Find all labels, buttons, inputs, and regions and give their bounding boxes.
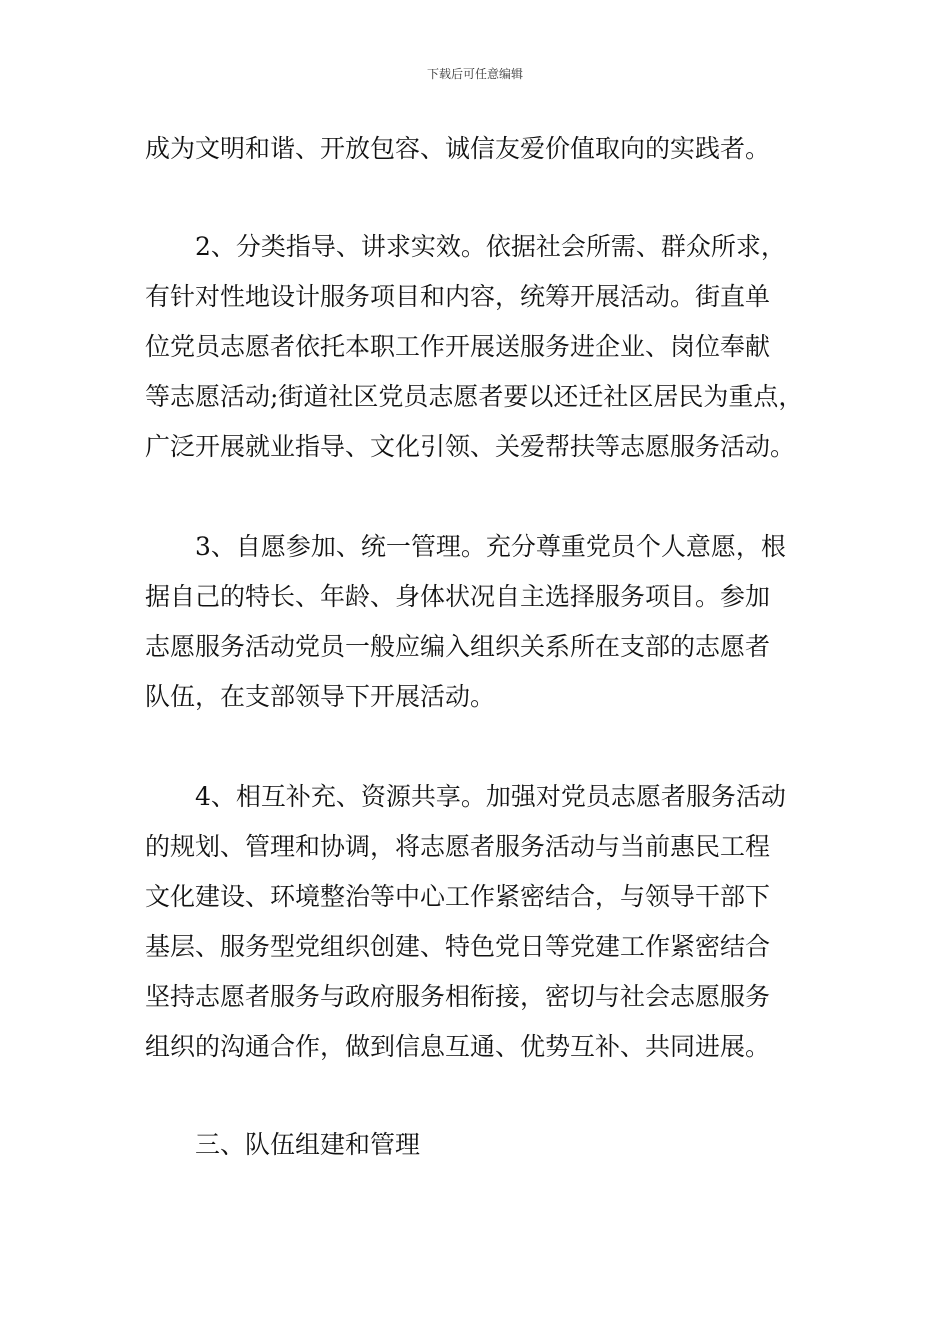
- section-heading-text: 三、队伍组建和管理: [195, 1130, 421, 1159]
- paragraph-line: 志愿服务活动党员一般应编入组织关系所在支部的志愿者: [145, 632, 771, 661]
- paragraph-line: 有针对性地设计服务项目和内容，统筹开展活动。街直单: [145, 282, 771, 311]
- paragraph-line: 坚持志愿者服务与政府服务相衔接，密切与社会志愿服务: [145, 982, 771, 1011]
- paragraph-line: 等志愿活动;街道社区党员志愿者要以还迁社区居民为重点，: [145, 382, 804, 411]
- paragraph-line: 基层、服务型党组织创建、特色党日等党建工作紧密结合: [145, 932, 771, 961]
- paragraph-line: 的规划、管理和协调，将志愿者服务活动与当前惠民工程: [145, 832, 771, 861]
- paragraph-line: 2、分类指导、讲求实效。依据社会所需、群众所求，: [195, 232, 786, 261]
- paragraph-line: 文化建设、环境整治等中心工作紧密结合，与领导干部下: [145, 882, 771, 911]
- paragraph-line: 4、相互补充、资源共享。加强对党员志愿者服务活动: [195, 782, 786, 811]
- paragraph-line: 据自己的特长、年龄、身体状况自主选择服务项目。参加: [145, 582, 771, 611]
- paragraph-line: 组织的沟通合作，做到信息互通、优势互补、共同进展。: [145, 1032, 771, 1061]
- paragraph-line: 3、自愿参加、统一管理。充分尊重党员个人意愿，根: [195, 532, 786, 561]
- paragraph-line: 位党员志愿者依托本职工作开展送服务进企业、岗位奉献: [145, 332, 771, 361]
- paragraph-line: 成为文明和谐、开放包容、诚信友爱价值取向的实践者。: [145, 134, 771, 163]
- page-header: 下载后可任意编辑: [426, 67, 523, 81]
- paragraph-line: 队伍，在支部领导下开展活动。: [145, 682, 496, 711]
- paragraph-line: 广泛开展就业指导、文化引领、关爱帮扶等志愿服务活动。: [145, 432, 796, 461]
